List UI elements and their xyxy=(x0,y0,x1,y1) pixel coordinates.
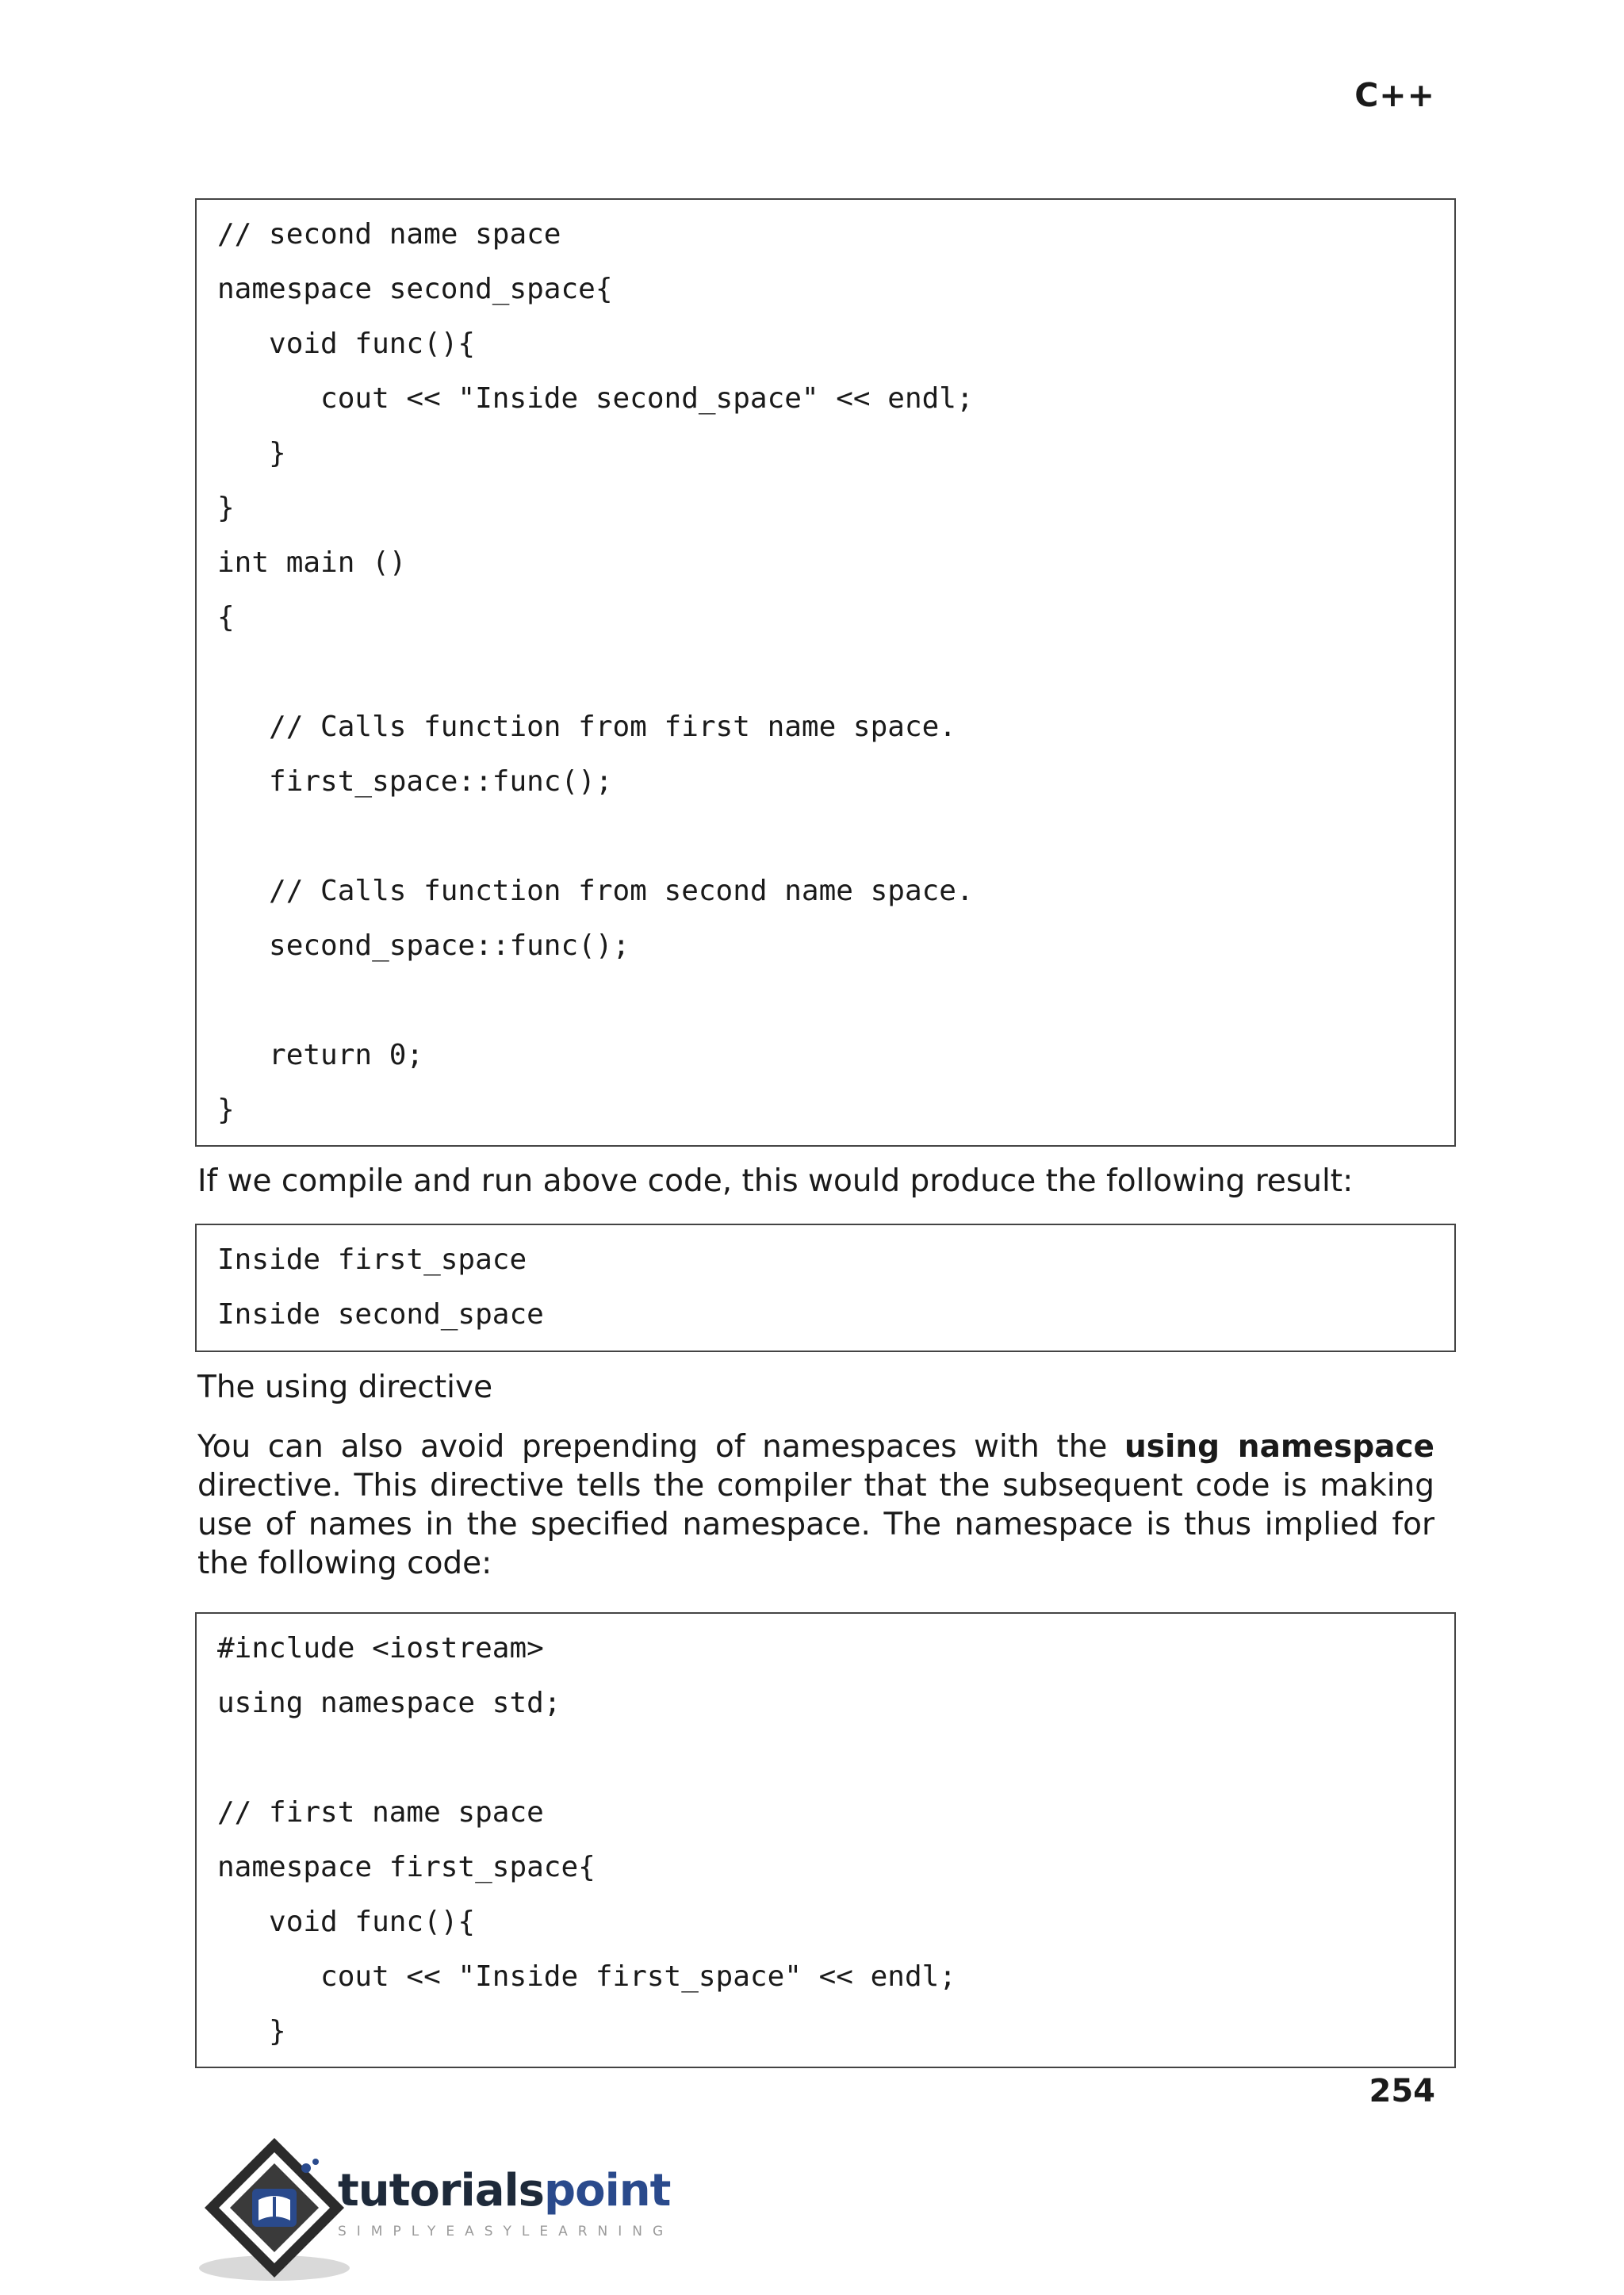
logo-word-2: point xyxy=(544,2165,671,2216)
logo-word-1: tutorials xyxy=(338,2165,545,2216)
code-line: // Calls function from second name space. xyxy=(217,875,974,907)
paragraph-text: directive. This directive tells the compiler that the subsequent code is making use of names in the specified namespace. The namespace is thus implied for the following code: xyxy=(197,1468,1434,1581)
code-block-2 xyxy=(195,1612,1456,2068)
code-line: cout << "Inside first_space" << endl; xyxy=(217,1960,956,1993)
logo-wordmark xyxy=(338,2165,670,2216)
output-line: Inside first_space xyxy=(217,1243,527,1276)
code-line: second_space::func(); xyxy=(217,929,630,962)
code-line: first_space::func(); xyxy=(217,765,613,798)
paragraph-text: You can also avoid prepending of namespaces with the xyxy=(197,1429,1125,1465)
code-line: // Calls function from first name space. xyxy=(217,711,956,743)
code-line: // second name space xyxy=(217,218,561,251)
output-block xyxy=(195,1224,1456,1352)
code-line: using namespace std; xyxy=(217,1687,561,1719)
code-block-1 xyxy=(195,198,1456,1147)
page-number: 254 xyxy=(1369,2073,1435,2109)
logo-tagline: SIMPLYEASYLEARNING xyxy=(338,2224,674,2239)
tutorialspoint-logo xyxy=(195,2133,710,2284)
output-line: Inside second_space xyxy=(217,1298,544,1331)
code-line: return 0; xyxy=(217,1039,424,1071)
code-line: int main () xyxy=(217,546,407,579)
bold-term: using namespace xyxy=(1124,1429,1434,1465)
code-line: namespace first_space{ xyxy=(217,1851,596,1883)
result-intro-text: If we compile and run above code, this would produce the following result: xyxy=(197,1163,1354,1199)
code-line: #include <iostream> xyxy=(217,1632,544,1665)
code-line: } xyxy=(217,1094,235,1126)
directive-paragraph xyxy=(197,1427,1434,1583)
code-line: } xyxy=(217,437,286,469)
page-header-title: C++ xyxy=(1354,76,1435,114)
code-line: namespace second_space{ xyxy=(217,273,613,305)
code-line: void func(){ xyxy=(217,1906,476,1938)
code-line: { xyxy=(217,601,235,634)
code-line: void func(){ xyxy=(217,328,476,360)
logo-diamond-icon xyxy=(195,2133,354,2284)
code-line: } xyxy=(217,2015,286,2048)
code-line: } xyxy=(217,492,235,524)
code-line: // first name space xyxy=(217,1796,544,1829)
code-line: cout << "Inside second_space" << endl; xyxy=(217,382,974,415)
section-heading: The using directive xyxy=(197,1370,493,1405)
